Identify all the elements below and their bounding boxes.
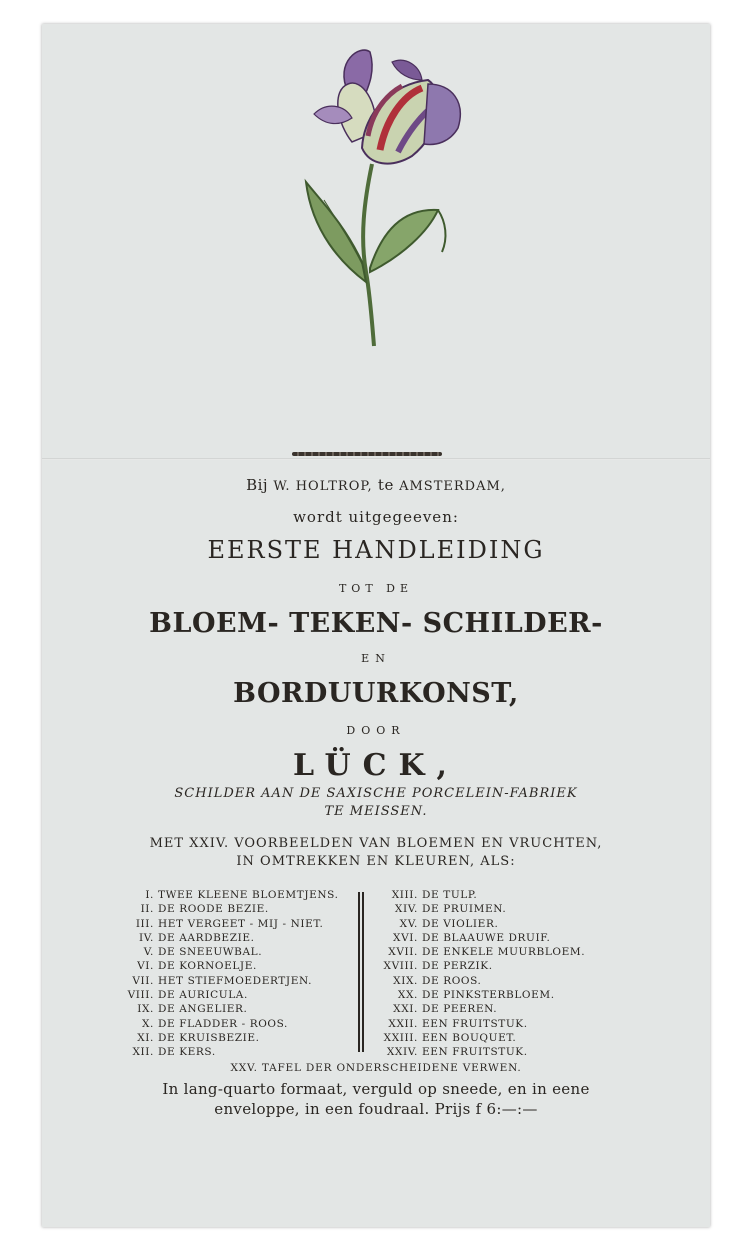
- format-line-1: In lang-quarto formaat, verguld op sneede, en in eene: [162, 1080, 590, 1098]
- plate-number: XVI.: [393, 931, 418, 944]
- plate-label: HET STIEFMOEDERTJEN.: [158, 974, 313, 987]
- plate-label: DE ROODE BEZIE.: [158, 903, 269, 916]
- plate-number: XXI.: [393, 1003, 418, 1016]
- paper-fold: [42, 458, 710, 460]
- plates-list: [122, 888, 642, 1058]
- plate-number: XX.: [397, 989, 418, 1002]
- author-name: LÜCK,: [292, 748, 459, 783]
- plate-number: V.: [143, 946, 154, 959]
- title-line-1: EERSTE HANDLEIDING: [207, 536, 545, 564]
- plate-label: DE KRUISBEZIE.: [158, 1031, 260, 1044]
- ornamental-rule: [292, 452, 442, 456]
- plates-right-column: [370, 888, 640, 1060]
- plate-item: [122, 988, 352, 1002]
- publisher-name: W. HOLTROP,: [273, 479, 373, 494]
- plate-item: [370, 1017, 640, 1031]
- plate-item: [370, 974, 640, 988]
- plate-item: [370, 917, 640, 931]
- plate-number: II.: [140, 903, 154, 916]
- plate-label: DE PRUIMEN.: [422, 903, 507, 916]
- plate-item: [370, 1002, 640, 1016]
- plate-item: [122, 945, 352, 959]
- plate-number: XXIV.: [386, 1046, 418, 1059]
- publisher-line: [42, 476, 710, 494]
- plate-number: VIII.: [127, 989, 154, 1002]
- plate-item: [370, 902, 640, 916]
- title-line-2: BLOEM- TEKEN- SCHILDER-: [149, 608, 603, 639]
- plate-number: X.: [141, 1017, 154, 1030]
- plate-number: IX.: [137, 1003, 154, 1016]
- plate-25: XXV. TAFEL DER ONDERSCHEIDENE VERWEN.: [230, 1062, 522, 1074]
- title-connector-2: EN: [361, 652, 391, 665]
- plate-label: DE BLAAUWE DRUIF.: [422, 931, 551, 944]
- plate-item: [370, 945, 640, 959]
- plate-label: DE ANGELIER.: [158, 1003, 248, 1016]
- plate-number: VI.: [137, 960, 154, 973]
- plate-label: DE VIOLIER.: [422, 917, 499, 930]
- prospectus-sheet: [42, 24, 710, 1227]
- plate-number: XIX.: [393, 974, 418, 987]
- plate-item: [370, 888, 640, 902]
- tulip-illustration: [252, 32, 492, 352]
- subtitle-line-2: IN OMTREKKEN EN KLEUREN, ALS:: [236, 854, 516, 869]
- plate-number: XXIII.: [383, 1031, 418, 1044]
- plate-item: [122, 959, 352, 973]
- plate-item: [122, 1017, 352, 1031]
- plate-number: XII.: [132, 1046, 154, 1059]
- plate-number: XVIII.: [383, 960, 418, 973]
- plate-label: DE PERZIK.: [422, 960, 493, 973]
- affiliation-line-1: SCHILDER AAN DE SAXISCHE PORCELEIN-FABRIEK: [174, 786, 578, 801]
- column-divider: [358, 892, 364, 1052]
- publisher-prefix: Bij: [246, 476, 269, 494]
- affiliation-line-2: TE MEISSEN.: [324, 804, 428, 819]
- publisher-middle: te: [377, 476, 394, 494]
- plate-item: [122, 917, 352, 931]
- subtitle-line-1: MET XXIV. VOORBEELDEN VAN BLOEMEN EN VRUCHTEN,: [149, 836, 603, 851]
- plate-item: [370, 1031, 640, 1045]
- plate-label: DE KORNOELJE.: [158, 960, 257, 973]
- plate-number: XI.: [137, 1031, 154, 1044]
- plate-label: DE ENKELE MUURBLOEM.: [422, 946, 586, 959]
- plate-item: [370, 1045, 640, 1059]
- format-line-2: enveloppe, in een foudraal. Prijs f 6:—:—: [214, 1100, 538, 1118]
- plate-label: DE KERS.: [158, 1046, 216, 1059]
- plate-number: XIII.: [391, 889, 418, 901]
- plate-label: DE AURICULA.: [158, 989, 248, 1002]
- plate-number: XVII.: [388, 946, 418, 959]
- plate-item: [122, 1002, 352, 1016]
- plate-label: DE SNEEUWBAL.: [158, 946, 263, 959]
- plate-label: HET VERGEET - MIJ - NIET.: [158, 917, 324, 930]
- title-line-3: BORDUURKONST,: [233, 678, 519, 709]
- plate-label: DE PINKSTERBLOEM.: [422, 989, 555, 1002]
- plates-left-column: [122, 888, 352, 1060]
- plate-label: EEN FRUITSTUK.: [422, 1017, 528, 1030]
- plate-item: [370, 959, 640, 973]
- plate-item: [122, 1031, 352, 1045]
- plate-label: DE FLADDER - ROOS.: [158, 1017, 288, 1030]
- plate-label: TWEE KLEENE BLOEMTJENS.: [158, 889, 339, 901]
- plate-number: XV.: [399, 917, 418, 930]
- plate-label: EEN FRUITSTUK.: [422, 1046, 528, 1059]
- plate-label: DE TULP.: [422, 889, 478, 901]
- plate-item: [122, 902, 352, 916]
- plate-label: DE ROOS.: [422, 974, 482, 987]
- plate-item: [122, 931, 352, 945]
- plate-number: III.: [135, 917, 154, 930]
- announcement: wordt uitgegeeven:: [293, 508, 459, 526]
- plate-label: DE PEEREN.: [422, 1003, 498, 1016]
- plate-label: EEN BOUQUET.: [422, 1031, 517, 1044]
- plate-number: XIV.: [394, 903, 418, 916]
- plate-number: VII.: [132, 974, 154, 987]
- plate-item: [122, 888, 352, 902]
- plate-number: I.: [145, 889, 154, 901]
- plate-label: DE AARDBEZIE.: [158, 931, 255, 944]
- plate-number: IV.: [138, 931, 154, 944]
- plate-item: [122, 1045, 352, 1059]
- plate-number: XXII.: [388, 1017, 418, 1030]
- publisher-city: AMSTERDAM,: [399, 479, 506, 494]
- title-connector-1: TOT DE: [338, 582, 414, 595]
- plate-item: [370, 988, 640, 1002]
- by-line: DOOR: [346, 724, 406, 737]
- plate-item: [370, 931, 640, 945]
- plate-item: [122, 974, 352, 988]
